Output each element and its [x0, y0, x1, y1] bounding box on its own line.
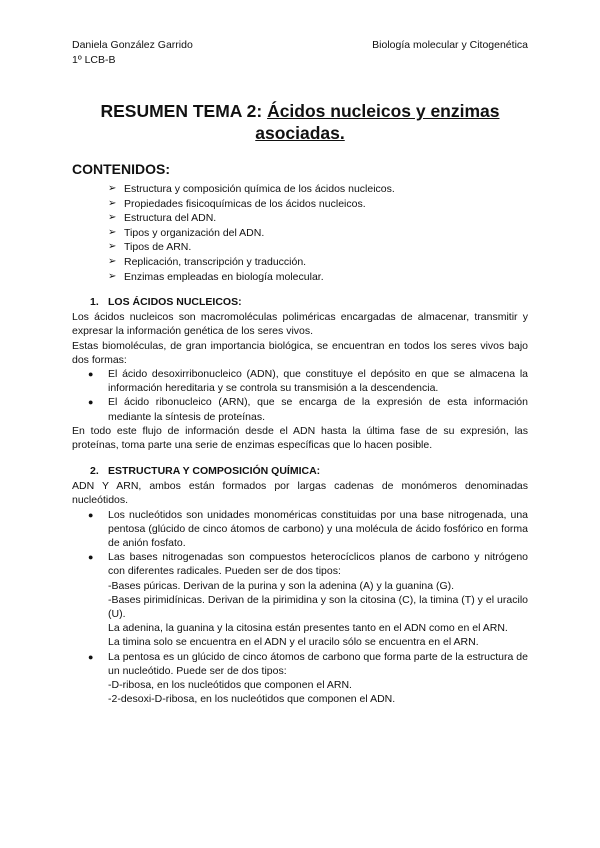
- section-title: ESTRUCTURA Y COMPOSICIÓN QUÍMICA:: [108, 465, 321, 478]
- section-1-heading: [72, 295, 528, 310]
- bullet-icon: ●: [88, 509, 94, 520]
- list-item: ➢ Enzimas empleadas en biología molecular.: [108, 270, 324, 283]
- page-title: [60, 100, 540, 144]
- list-item: ➢ Estructura y composición química de los ácidos nucleicos.: [108, 183, 395, 195]
- list-item: ● Los nucleótidos son unidades monoméricas constituidas por una base nitrogenada, una pentosa (glúcido de cinco átomos de carbono) y una molécula de ácido fosfórico en forma de anión fosfato.: [88, 508, 528, 549]
- bullet-icon: ●: [88, 397, 94, 408]
- list-item: ➢ Tipos de ARN.: [108, 241, 192, 254]
- paragraph: Los ácidos nucleicos son macromoléculas poliméricas encargadas de almacenar, transmitir y expresar la información genética de los seres vivos.: [72, 311, 528, 338]
- header-right: [372, 38, 528, 53]
- header-left: [72, 38, 193, 68]
- paragraph: ADN Y ARN, ambos están formados por largas cadenas de monómeros denominadas nucleótidos.: [72, 480, 528, 507]
- section-number: 2.: [90, 465, 99, 478]
- bullet-icon: ●: [88, 552, 94, 563]
- list-item: ● El ácido desoxirribonucleico (ADN), que constituye el depósito en que se almacena la información hereditaria y se controla su transmisión a la descendencia.: [88, 367, 528, 395]
- arrow-bullet-icon: ➢: [108, 226, 117, 238]
- title-topic: Ácidos nucleicos y enzimas asociadas.: [255, 101, 500, 143]
- group-label: 1º LCB-B: [72, 54, 116, 66]
- bullet-icon: ●: [88, 651, 94, 662]
- bullet-list: [72, 367, 528, 424]
- bullet-list: [72, 508, 528, 707]
- section-title: LOS ÁCIDOS NUCLEICOS:: [108, 296, 242, 309]
- list-item: ● La pentosa es un glúcido de cinco átomos de carbono que forma parte de la estructura de un nucleótido. Puede ser de dos tipos: -D-ribosa, en los nucleótidos que componen el ARN. -2-desoxi-D-ribosa, en los nucleótidos que componen el ADN.: [88, 650, 528, 706]
- subject-name: Biología molecular y Citogenética: [372, 39, 528, 51]
- arrow-bullet-icon: ➢: [108, 270, 117, 282]
- author-name: Daniela González Garrido: [72, 39, 193, 51]
- title-prefix: RESUMEN TEMA 2:: [100, 101, 268, 121]
- arrow-bullet-icon: ➢: [108, 212, 117, 224]
- list-item: ➢ Propiedades fisicoquímicas de los ácidos nucleicos.: [108, 197, 366, 210]
- paragraph: En todo este flujo de información desde el ADN hasta la última fase de su expresión, las proteínas, toma parte una serie de enzimas específicas que lo hacen posible.: [72, 424, 528, 451]
- list-item: ➢ Estructura del ADN.: [108, 212, 217, 225]
- arrow-bullet-icon: ➢: [108, 183, 117, 194]
- section-number: 1.: [90, 296, 99, 309]
- list-item: ➢ Tipos y organización del ADN.: [108, 226, 265, 239]
- section-2-heading: [72, 464, 528, 479]
- list-item: ● El ácido ribonucleico (ARN), que se encarga de la expresión de esta información mediante la síntesis de proteínas.: [88, 396, 528, 423]
- document-body: [72, 160, 528, 706]
- contents-heading: CONTENIDOS:: [72, 161, 170, 177]
- list-item: ➢ Replicación, transcripción y traducción.: [108, 255, 307, 268]
- arrow-bullet-icon: ➢: [108, 197, 117, 209]
- arrow-bullet-icon: ➢: [108, 255, 117, 267]
- contents-list: [72, 182, 528, 284]
- paragraph: Estas biomoléculas, de gran importancia biológica, se encuentran en todos los seres vivos bajo dos formas:: [72, 339, 528, 366]
- bullet-icon: ●: [88, 368, 94, 379]
- list-item: ● Las bases nitrogenadas son compuestos heterocíclicos planos de carbono y nitrógeno con diferentes radicales. Pueden ser de dos tipos: -Bases púricas. Derivan de la purina y son la adenina (A) y la guanina (G). -Bases pirimidínicas. Derivan de la pirimidina y son la citosina (C), la timina (T) y el uracilo (U). La adenina, la guanina y la citosina están presentes tanto en el ADN como en el ARN. La timina solo se encuentra en el ADN y el uracilo sólo se encuentra en el ARN.: [88, 551, 528, 649]
- arrow-bullet-icon: ➢: [108, 241, 117, 253]
